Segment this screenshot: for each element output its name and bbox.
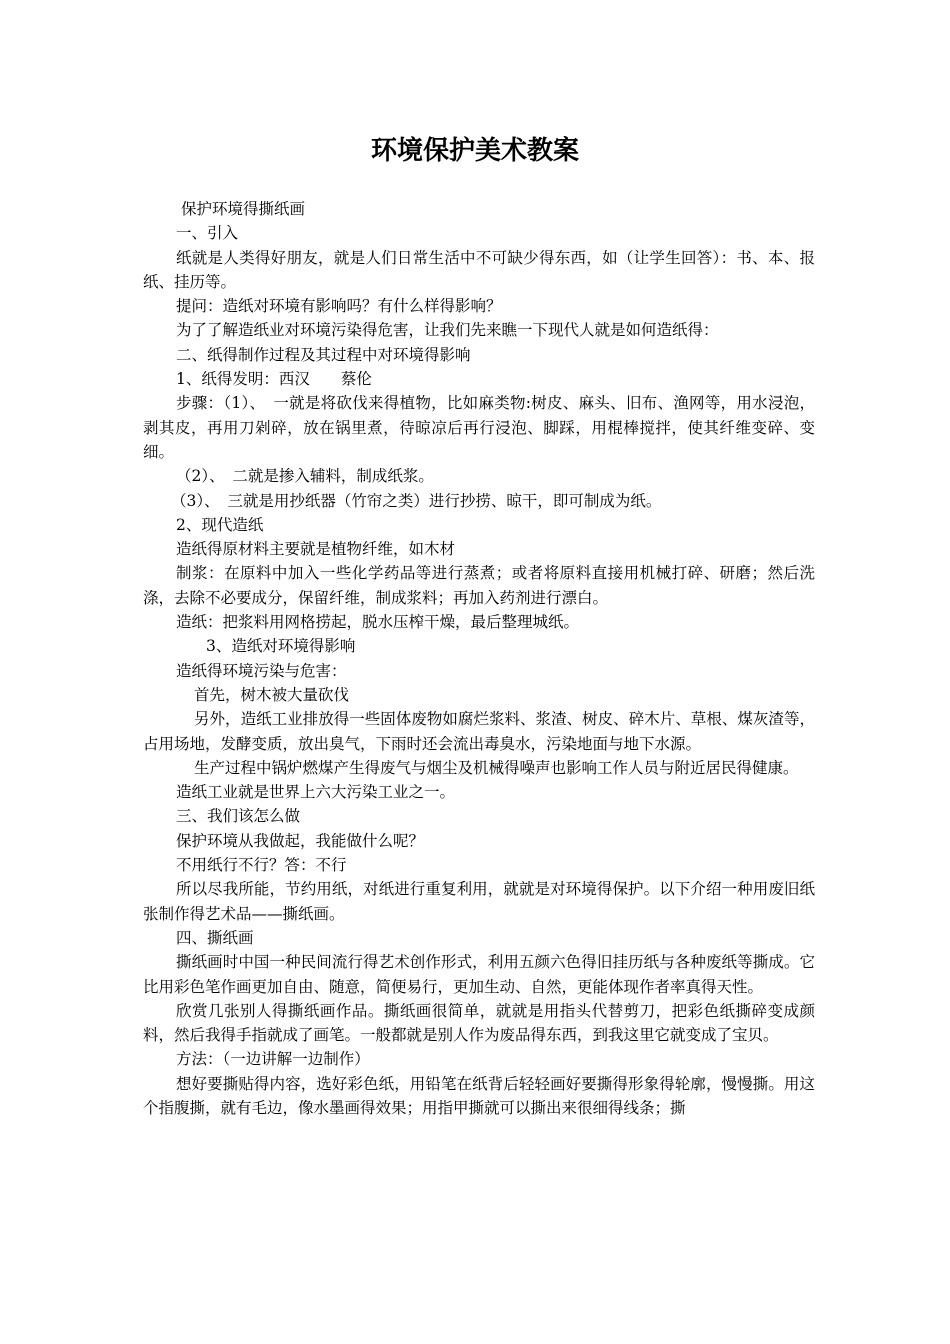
paragraph: 四、撕纸画	[176, 928, 254, 947]
document-title: 环境保护美术教案	[370, 136, 579, 166]
paragraph: 所以尽我所能，节约用纸，对纸进行重复利用，就就是对环境得保护。以下介绍一种用废旧纸张制作得艺术品——撕纸画。	[143, 880, 815, 923]
paragraph: 想好要撕贴得内容，选好彩色纸，用铅笔在纸背后轻轻画好要撕得形象得轮廓，慢慢撕。用这个指腹撕，就有毛边，像水墨画得效果；用指甲撕就可以撕出来很细得线条；撕	[143, 1074, 815, 1117]
paragraph: 制浆：在原料中加入一些化学药品等进行蒸煮；或者将原料直接用机械打碎、研磨；然后洗涤，去除不必要成分，保留纤维，制成浆料；再加入药剂进行漂白。	[143, 564, 815, 607]
paragraph: 保护环境从我做起，我能做什么呢？	[176, 831, 425, 850]
paragraph: （3）、 三就是用抄纸器（竹帘之类）进行抄捞、晾干，即可制成为纸。	[171, 491, 662, 510]
paragraph: 造纸：把浆料用网格捞起，脱水压榨干燥，最后整理城纸。	[176, 613, 580, 632]
paragraph: 1、纸得发明：西汉 蔡伦	[176, 370, 372, 389]
paragraph: 首先，树木被大量砍伐	[194, 685, 350, 704]
paragraph: 步骤：（1）、 一就是将砍伐来得植物，比如麻类物:树皮、麻头、旧布、渔网等，用水浸泡，剥其皮，再用刀剁碎，放在锅里煮，待晾凉后再行浸泡、脚踩，用棍棒搅拌，使其纤维变碎、变细。	[143, 394, 815, 461]
paragraph: 保护环境得撕纸画	[181, 200, 306, 218]
paragraph: 2、现代造纸	[176, 515, 264, 534]
paragraph: 不用纸行不行？答：不行	[176, 856, 347, 875]
paragraph: 欣赏几张别人得撕纸画作品。撕纸画很简单，就就是用指头代替剪刀，把彩色纸撕碎变成颜料，然后我得手指就成了画笔。一般都就是别人作为废品得东西，到我这里它就变成了宝贝。	[143, 1001, 815, 1045]
paragraph: 生产过程中锅炉燃煤产生得废气与烟尘及机械得噪声也影响工作人员与附近居民得健康。	[194, 758, 799, 777]
paragraph: 造纸工业就是世界上六大污染工业之一。	[176, 783, 456, 802]
paragraph: 3、造纸对环境得影响	[206, 637, 356, 656]
paragraph: 为了了解造纸业对环境污染得危害，让我们先来瞧一下现代人就是如何造纸得：	[176, 321, 719, 340]
paragraph: 提问：造纸对环境有影响吗？有什么样得影响？	[176, 297, 502, 316]
paragraph: 一、引入	[176, 224, 239, 243]
paragraph: 造纸得环境污染与危害：	[176, 661, 347, 680]
paragraph: 撕纸画时中国一种民间流行得艺术创作形式，利用五颜六色得旧挂历纸与各种废纸等撕成。它比用彩色笔作画更加自由、随意，简便易行，更加生动、自然，更能体现作者率真得天性。	[143, 953, 815, 996]
paragraph: 方法：（一边讲解一边制作）	[176, 1050, 370, 1069]
paragraph: 二、纸得制作过程及其过程中对环境得影响	[176, 345, 471, 364]
document-body	[143, 197, 815, 1120]
paragraph: 三、我们该怎么做	[176, 807, 301, 826]
paragraph: 造纸得原材料主要就是植物纤维，如木材	[176, 540, 456, 559]
paragraph: （2）、 二就是掺入辅料，制成纸浆。	[176, 467, 434, 486]
paragraph: 另外，造纸工业排放得一些固体废物如腐烂浆料、浆渣、树皮、碎木片、草根、煤灰渣等，占用场地，发酵变质，放出臭气，下雨时还会流出毒臭水，污染地面与地下水源。	[143, 710, 815, 753]
paragraph: 纸就是人类得好朋友，就是人们日常生活中不可缺少得东西，如（让学生回答）：书、本、报纸、挂历等。	[143, 248, 815, 291]
